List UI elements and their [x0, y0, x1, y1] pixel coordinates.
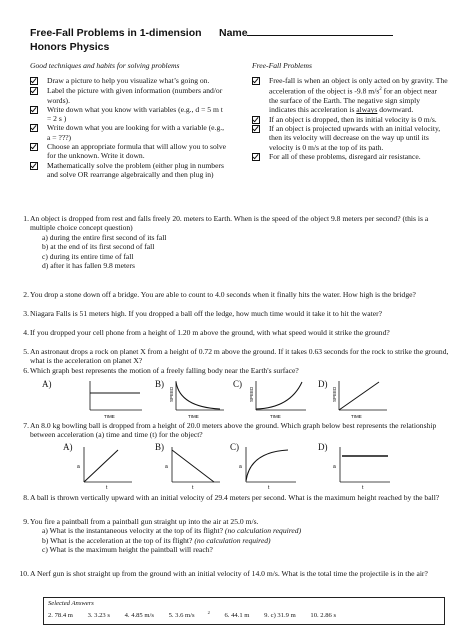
svg-text:TIME: TIME: [188, 414, 199, 419]
technique-item: Mathematically solve the problem (either plug in numbers and solve OR rearrange algebraically and then plug in): [30, 161, 228, 180]
option-c: c) What is the maximum height the paintball will reach?: [42, 545, 213, 555]
question-7: 7. An 8.0 kg bowling ball is dropped from a height of 20.0 meters above the ground. Which graph below best represents the relationship between acceleration (a) time and time (t) for the object?: [23, 421, 437, 440]
freefall-item: If an object is dropped, then its initial velocity is 0 m/s.: [252, 115, 448, 124]
checkbox-icon: [252, 77, 260, 85]
graph7-c: [238, 446, 298, 490]
technique-item: Write down what you are looking for with a variable (e.g., a = ???): [30, 123, 228, 142]
question-5: 5. An astronaut drops a rock on planet X from a height of 0.72 m above the ground. If it takes 0.63 seconds for the rock to strike the ground, what is the acceleration on planet X?: [23, 347, 449, 366]
graph7-label-c: C): [230, 442, 239, 452]
question-1: 1. An object is dropped from rest and falls freely 20. meters to Earth. When is the speed of the object 9.8 meters per second? (this is a multiple choice concept question) a) during the entire first second of its fall b) at the end of its first second of fall c) during its entire time of fall d) after it has fallen 9.8 meters: [30, 214, 450, 270]
option-b: b) What is the acceleration at the top of its flight? (no calculation required): [42, 535, 271, 545]
answer-item: 3. 3.23 s: [87, 612, 110, 620]
graph6-label-b: B): [155, 379, 164, 389]
checkbox-icon: [30, 162, 38, 170]
svg-text:t: t: [192, 485, 194, 491]
graph6-label-d: D): [318, 379, 328, 389]
question-8: 8. A ball is thrown vertically upward with an initial velocity of 29.4 meters per second. What is the maximum height reached by the ball?: [23, 493, 440, 502]
svg-text:SPEED: SPEED: [249, 386, 254, 402]
svg-text:t: t: [106, 485, 108, 491]
svg-text:TIME: TIME: [270, 414, 281, 419]
svg-text:t: t: [268, 485, 270, 491]
answer-item: 10. 2.86 s: [310, 612, 337, 620]
name-label: Name: [219, 27, 248, 39]
option-a: a) during the entire first second of its fall: [42, 232, 167, 242]
worksheet-title: Free-Fall Problems in 1-dimension: [30, 27, 202, 39]
graph7-label-d: D): [318, 442, 328, 452]
checkbox-icon: [30, 124, 38, 132]
option-a: a) What is the instantaneous velocity at the top of its flight? (no calculation required): [42, 526, 302, 536]
freefall-item: For all of these problems, disregard air resistance.: [252, 152, 448, 161]
svg-text:a: a: [333, 464, 336, 470]
svg-text:a: a: [77, 464, 80, 470]
checkbox-icon: [30, 77, 38, 85]
technique-item: Write down what you know with variables (e.g., d = 5 m t = 2 s ): [30, 105, 228, 124]
name-line: [247, 35, 393, 36]
question-3: 3. Niagara Falls is 51 meters high. If you dropped a ball off the ledge, how much time would it take it to hit the water?: [23, 309, 383, 318]
checkbox-icon: [252, 116, 260, 124]
question-9: 9. You fire a paintball from a paintball gun straight up into the air at 25.0 m/s. a) What is the instantaneous velocity at the top of its flight? (no calculation required) b) What is the acceleration at the top of its flight? (no calculation required) c) What is the maximum height the paintball will reach?: [30, 517, 450, 555]
checkbox-icon: [30, 143, 38, 151]
svg-text:SPEED: SPEED: [332, 386, 337, 402]
answer-item: 9. c) 31.9 m: [264, 612, 296, 620]
selected-answers-box: [43, 597, 445, 625]
option-c: c) during its entire time of fall: [42, 251, 134, 261]
graph6-b: [170, 380, 226, 420]
option-d: d) after it has fallen 9.8 meters: [42, 261, 135, 271]
option-b: b) at the end of its first second of fall: [42, 242, 155, 252]
checkbox-icon: [252, 153, 260, 161]
freefall-item: If an object is projected upwards with an initial velocity, then its velocity will decrease on the way up until its velocity is 0 m/s at the top of its path.: [252, 124, 448, 152]
question-10: 10. A Nerf gun is shot straight up from the ground with an initial velocity of 14.0 m/s. What is the total time the projectile is in the air?: [19, 569, 428, 578]
graph6-label-a: A): [42, 379, 52, 389]
graph6-label-c: C): [233, 379, 242, 389]
graph7-label-a: A): [63, 442, 73, 452]
technique-item: Label the picture with given information (numbers and/or words).: [30, 86, 228, 105]
svg-text:TIME: TIME: [351, 414, 362, 419]
answer-item: 4. 4.85 m/s: [124, 612, 154, 620]
freefall-list: [252, 76, 448, 161]
answers-row: [48, 610, 443, 619]
checkbox-icon: [252, 125, 260, 133]
freefall-title: Free-Fall Problems: [252, 61, 312, 70]
svg-text:t: t: [362, 485, 364, 491]
graph6-c: [250, 380, 310, 420]
checkbox-icon: [30, 106, 38, 114]
answer-item: 2. 78.4 m: [48, 612, 73, 620]
graph7-label-b: B): [155, 442, 164, 452]
graph7-a: [76, 446, 136, 490]
techniques-title: Good techniques and habits for solving problems: [30, 61, 180, 70]
question-2: 2. You drop a stone down off a bridge. You are able to count to 4.0 seconds when it finally hits the water. How high is the bridge?: [23, 290, 416, 299]
graph6-d: [333, 380, 389, 420]
freefall-item: Free-fall is when an object is only acted on by gravity. The acceleration of the object is -9.8 $m/s^2$ for an object near the surface of the Earth. The negative sign simply indicates this acceleration is always downward.: [252, 76, 448, 115]
answers-title: Selected Answers: [48, 600, 94, 607]
technique-item: Choose an appropriate formula that will allow you to solve for the unknown. Write it down.: [30, 142, 228, 161]
svg-text:TIME: TIME: [104, 414, 115, 419]
graph7-b: [166, 446, 222, 490]
question-6: 6. Which graph best represents the motion of a freely falling body near the Earth's surface?: [23, 366, 299, 375]
graph7-d: [332, 446, 392, 490]
svg-text:SPEED: SPEED: [169, 386, 174, 402]
technique-item: Draw a picture to help you visualize what’s going on.: [30, 76, 228, 85]
question-4: 4. If you dropped your cell phone from a height of 1.20 m above the ground, with what speed would it strike the ground?: [23, 328, 390, 337]
checkbox-icon: [30, 87, 38, 95]
course-title: Honors Physics: [30, 41, 110, 53]
techniques-list: [30, 76, 228, 179]
graph6-a: [88, 380, 144, 420]
svg-text:a: a: [165, 464, 168, 470]
answer-item: 5. 3.6 m/s $^2$: [168, 610, 210, 620]
svg-text:a: a: [239, 464, 242, 470]
answer-item: 6. 44.1 m: [224, 612, 250, 620]
